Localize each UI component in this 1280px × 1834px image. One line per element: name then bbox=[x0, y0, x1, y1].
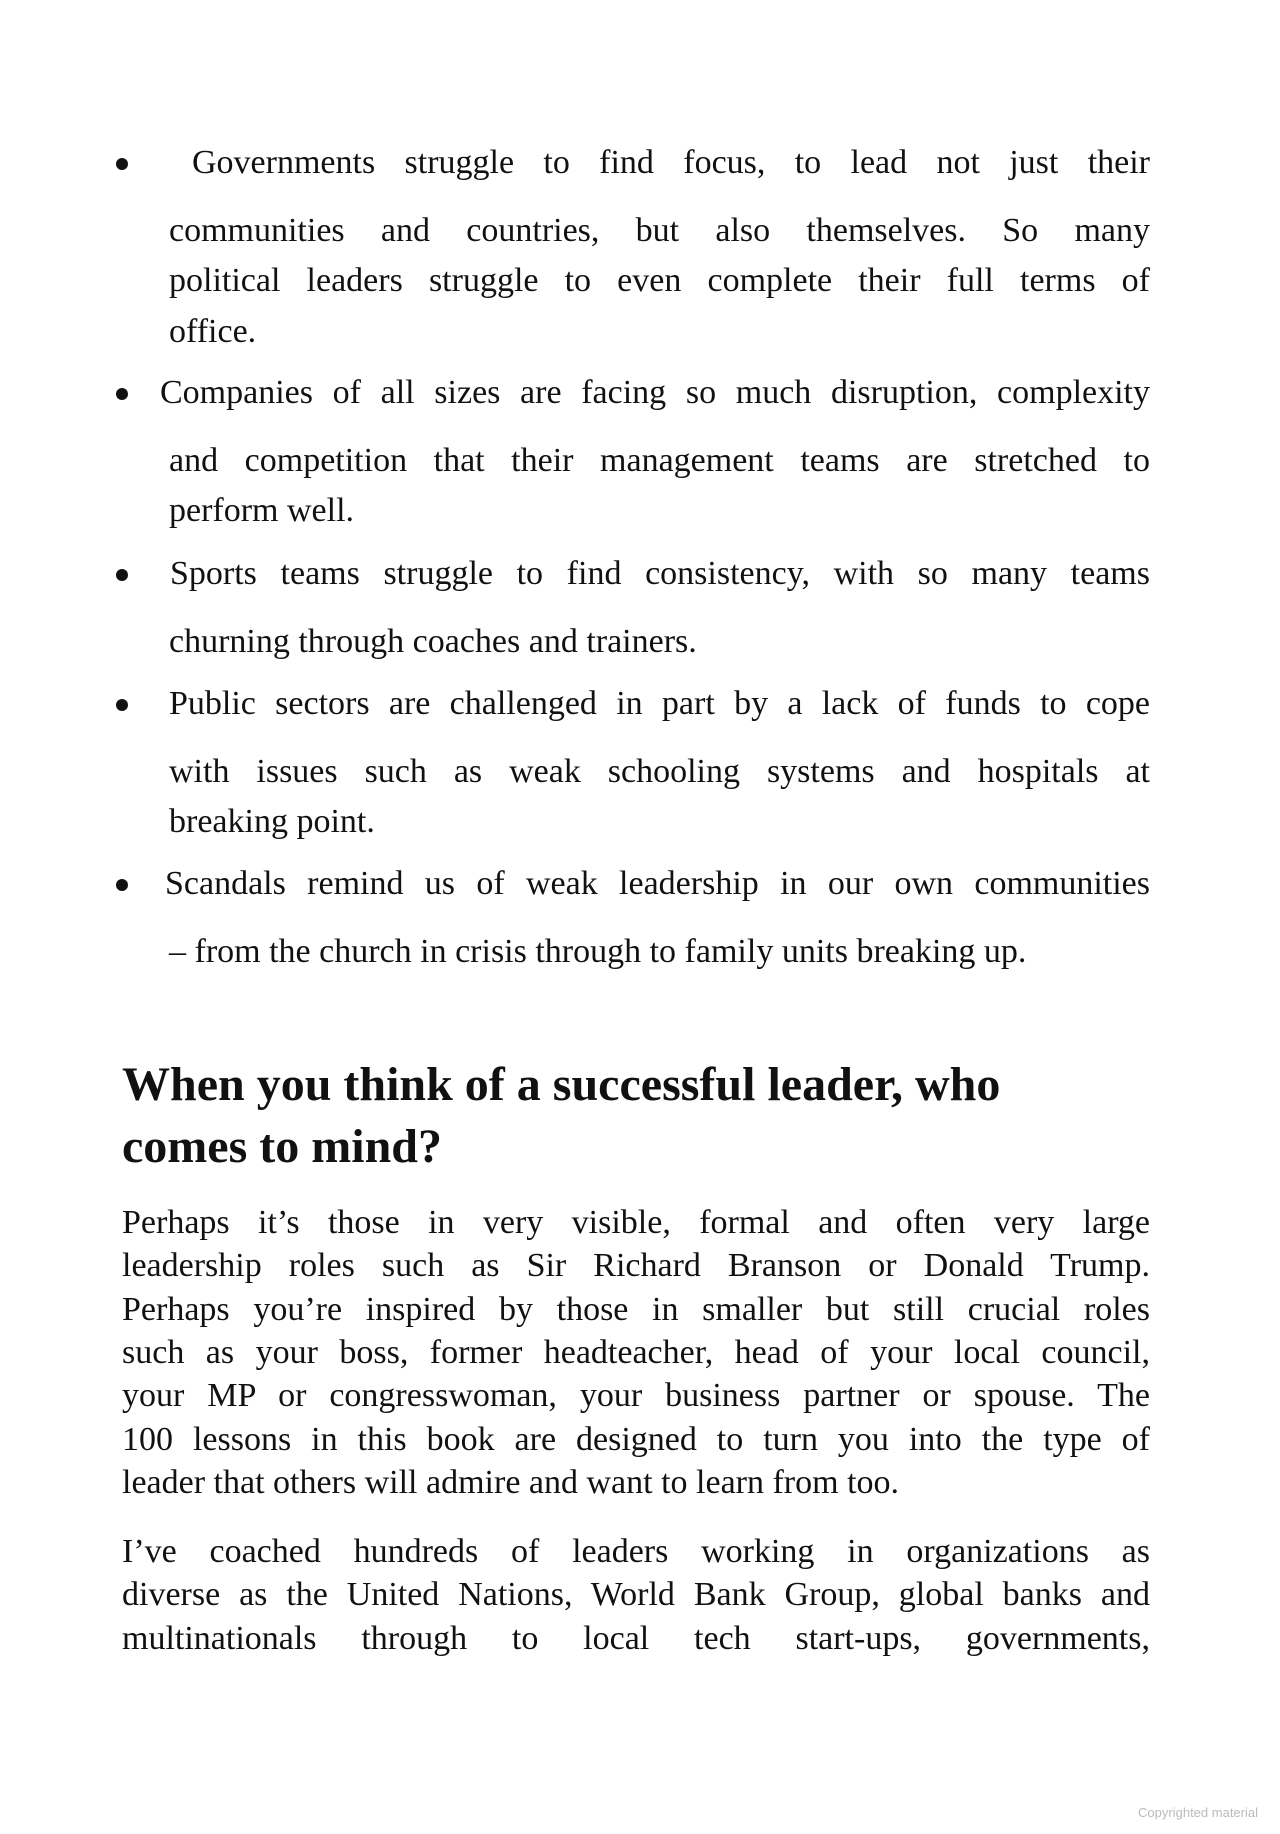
paragraph-1-line: leadership roles such as Sir Richard Branson or Donald Trump. bbox=[122, 1247, 1150, 1284]
bullet-3-line-1: Sports teams struggle to find consistency, with so many teams bbox=[170, 555, 1150, 592]
paragraph-2-line: I’ve coached hundreds of leaders working in organizations as bbox=[122, 1533, 1150, 1570]
bullet-3-line-2: churning through coaches and trainers. bbox=[169, 623, 697, 660]
section-heading-line-1: When you think of a successful leader, who bbox=[122, 1058, 1001, 1111]
paragraph-1-line: such as your boss, former headteacher, head of your local council, bbox=[122, 1334, 1150, 1371]
bullet-1-line-2: communities and countries, but also themselves. So many bbox=[169, 212, 1150, 249]
bullet-icon bbox=[116, 879, 128, 891]
bullet-4-line-3: breaking point. bbox=[169, 803, 375, 840]
paragraph-1-line: your MP or congresswoman, your business partner or spouse. The bbox=[122, 1377, 1150, 1414]
bullet-2-line-3: perform well. bbox=[169, 492, 355, 529]
bullet-5-line-2: – from the church in crisis through to family units breaking up. bbox=[169, 933, 1027, 970]
bullet-4-line-1: Public sectors are challenged in part by a lack of funds to cope bbox=[169, 685, 1150, 722]
paragraph-2-line: multinationals through to local tech start-ups, governments, bbox=[122, 1620, 1150, 1657]
bullet-icon bbox=[116, 569, 128, 581]
paragraph-1-line: Perhaps it’s those in very visible, formal and often very large bbox=[122, 1204, 1150, 1241]
bullet-1-line-4: office. bbox=[169, 313, 257, 350]
bullet-4-line-2: with issues such as weak schooling systems and hospitals at bbox=[169, 753, 1150, 790]
bullet-5-line-1: Scandals remind us of weak leadership in our own communities bbox=[165, 865, 1150, 902]
bullet-icon bbox=[116, 699, 128, 711]
paragraph-1-line: 100 lessons in this book are designed to turn you into the type of bbox=[122, 1421, 1150, 1458]
bullet-1-line-1: Governments struggle to find focus, to lead not just their bbox=[192, 144, 1150, 181]
section-heading-line-2: comes to mind? bbox=[122, 1120, 442, 1173]
paragraph-1-line: leader that others will admire and want to learn from too. bbox=[122, 1464, 900, 1501]
bullet-1-line-3: political leaders struggle to even complete their full terms of bbox=[169, 262, 1150, 299]
bullet-icon bbox=[116, 158, 128, 170]
copyright-notice: Copyrighted material bbox=[1138, 1805, 1258, 1820]
bullet-2-line-2: and competition that their management teams are stretched to bbox=[169, 442, 1150, 479]
paragraph-1-line: Perhaps you’re inspired by those in smaller but still crucial roles bbox=[122, 1291, 1150, 1328]
paragraph-2-line: diverse as the United Nations, World Bank Group, global banks and bbox=[122, 1576, 1150, 1613]
bullet-icon bbox=[116, 388, 128, 400]
bullet-2-line-1: Companies of all sizes are facing so much disruption, complexity bbox=[160, 374, 1150, 411]
